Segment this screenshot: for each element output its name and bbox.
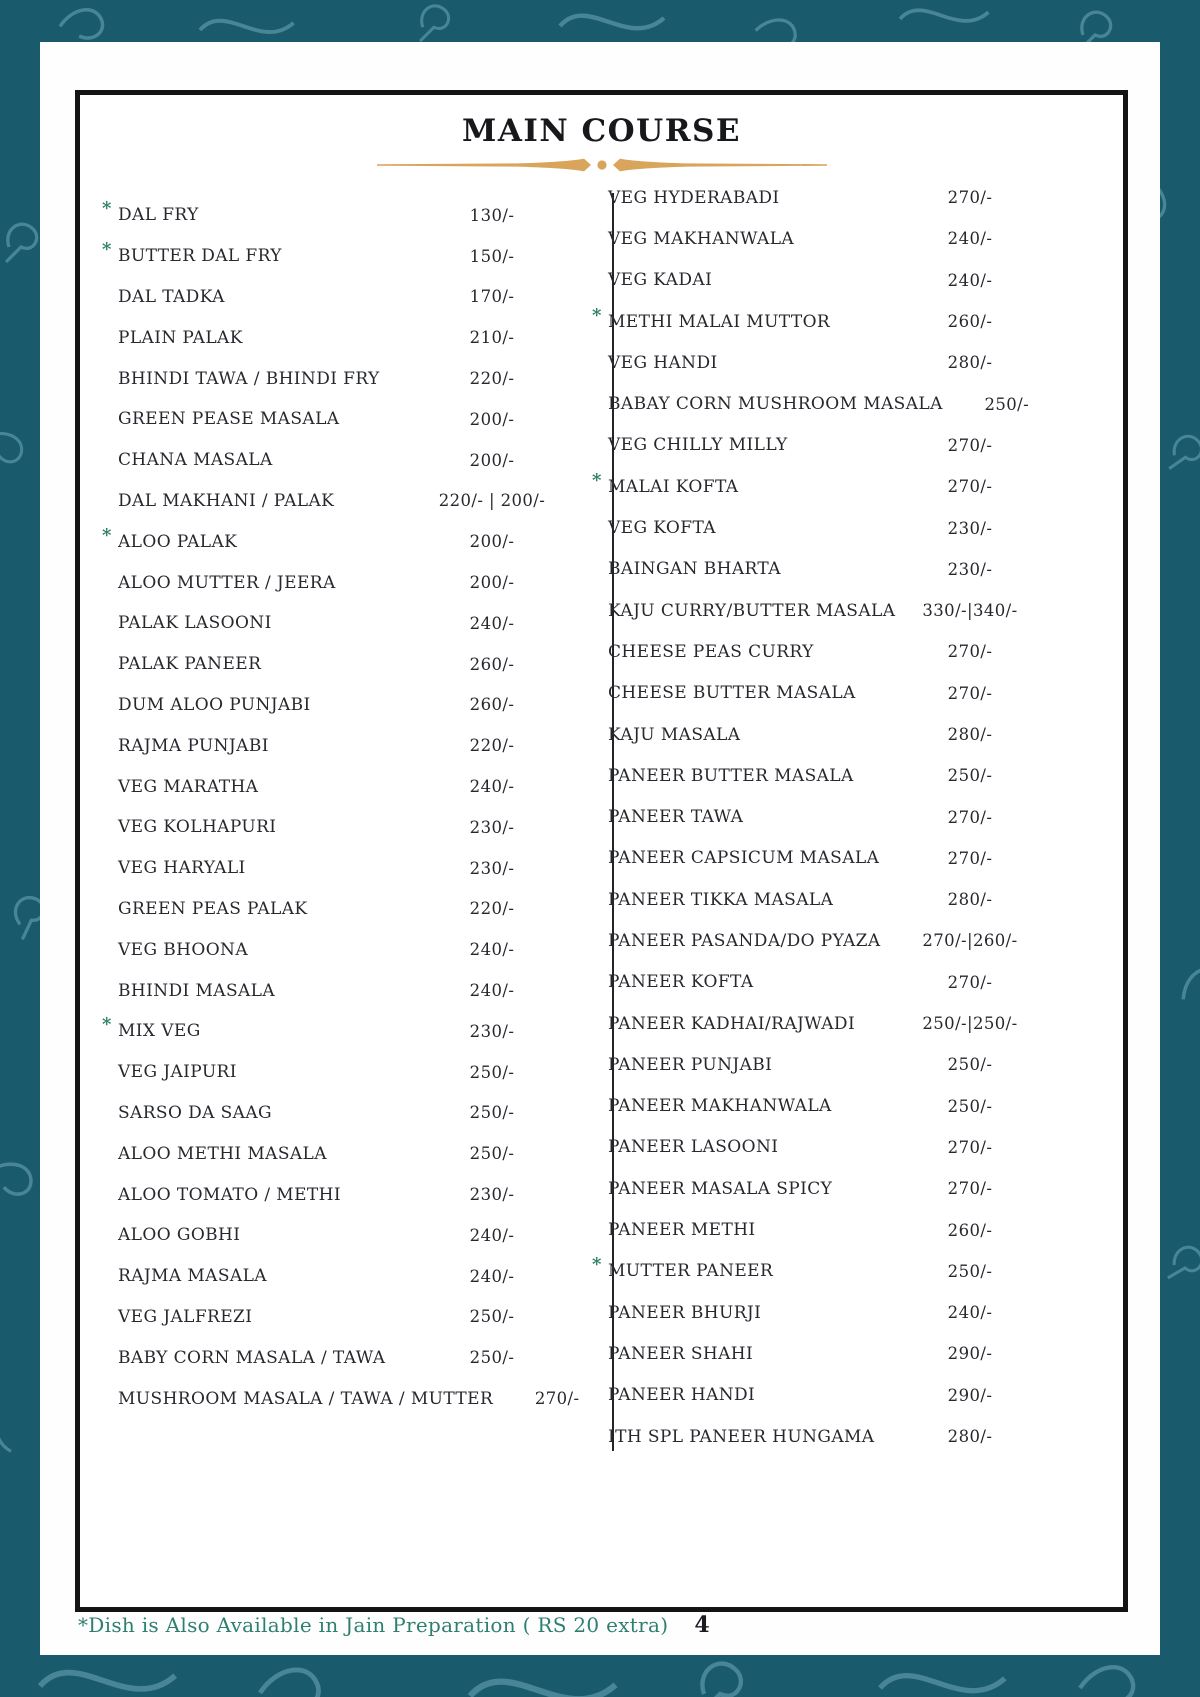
menu-item-row <box>594 1375 1034 1416</box>
dish-name: * METHI MALAI MUTTOR <box>592 304 831 332</box>
dish-name: PANEER TAWA <box>608 807 744 828</box>
dish-price: 270/- <box>947 972 993 992</box>
menu-item-row <box>104 685 556 726</box>
jain-star-icon: * <box>102 239 112 261</box>
dish-price: 240/- <box>469 613 515 633</box>
menu-item-row <box>594 1209 1034 1250</box>
dish-name: * ALOO PALAK <box>102 524 238 552</box>
dish-name: CHEESE BUTTER MASALA <box>608 683 856 704</box>
dish-name: CHEESE PEAS CURRY <box>608 641 814 662</box>
jain-footnote: *Dish is Also Available in Jain Preparation ( RS 20 extra) <box>78 1613 669 1637</box>
menu-item-row <box>104 399 556 440</box>
dish-price: 200/- <box>469 532 515 552</box>
dish-price: 250/- <box>947 1096 993 1116</box>
dish-name: VEG HARYALI <box>118 858 246 879</box>
dish-price: 280/- <box>947 1427 993 1447</box>
dish-price: 270/-|260/- <box>922 931 1018 951</box>
menu-item-row <box>104 725 556 766</box>
dish-name: KAJU MASALA <box>608 724 741 745</box>
dish-price: 240/- <box>469 777 515 797</box>
dish-price: 220/- <box>469 899 515 919</box>
dish-price: 250/- <box>469 1348 515 1368</box>
dish-name: KAJU CURRY/BUTTER MASALA <box>608 600 896 621</box>
dish-price: 270/- <box>534 1389 580 1408</box>
dish-name: RAJMA PUNJABI <box>118 735 269 756</box>
dish-price: 200/- <box>469 573 515 593</box>
menu-item-row <box>104 236 556 277</box>
dish-name: DAL TADKA <box>118 286 225 307</box>
dish-price: 150/- <box>469 246 515 266</box>
dish-price: 290/- <box>947 1344 993 1364</box>
dish-price: 250/- <box>469 1103 515 1123</box>
menu-item-row <box>594 631 1034 672</box>
dish-price: 200/- <box>469 450 515 470</box>
paper <box>40 42 1160 1655</box>
dish-name: ALOO MUTTER / JEERA <box>118 572 336 593</box>
dish-price: 220/- <box>469 369 515 389</box>
dish-price: 250/- <box>947 766 993 786</box>
dish-price: 210/- <box>469 328 515 348</box>
dish-name: VEG JAIPURI <box>118 1062 237 1083</box>
dish-name: VEG KOLHAPURI <box>118 817 277 838</box>
dish-name: PANEER CAPSICUM MASALA <box>608 848 880 869</box>
menu-item-row <box>104 1052 556 1093</box>
dish-name: VEG MARATHA <box>118 776 259 797</box>
menu-item-row <box>104 1093 556 1134</box>
menu-item-row <box>104 1297 556 1338</box>
dish-name: ALOO GOBHI <box>118 1225 241 1246</box>
menu-item-row <box>104 317 556 358</box>
dish-name: MUSHROOM MASALA / TAWA / MUTTER <box>118 1388 494 1409</box>
menu-item-row <box>104 807 556 848</box>
dish-price: 230/- <box>947 518 993 538</box>
dish-price: 270/- <box>947 477 993 497</box>
menu-item-row <box>104 929 556 970</box>
menu-item-row <box>594 342 1034 383</box>
dish-price: 260/- <box>469 654 515 674</box>
dish-price: 240/- <box>469 1225 515 1245</box>
menu-item-row <box>594 1003 1034 1044</box>
menu-item-row <box>594 301 1034 342</box>
dish-price: 230/- <box>947 559 993 579</box>
dish-name: BHINDI MASALA <box>118 980 276 1001</box>
dish-price: 240/- <box>947 229 993 249</box>
dish-name: PANEER KOFTA <box>608 972 754 993</box>
menu-item-row <box>104 1215 556 1256</box>
dish-price: 270/- <box>947 848 993 868</box>
menu-item-row <box>594 1168 1034 1209</box>
menu-item-row <box>594 879 1034 920</box>
menu-item-row <box>594 383 1034 424</box>
dish-price: 270/- <box>947 1179 993 1199</box>
dish-name: PALAK LASOONI <box>118 613 272 634</box>
dish-price: 280/- <box>947 890 993 910</box>
menu-item-row <box>594 962 1034 1003</box>
menu-item-row <box>594 507 1034 548</box>
jain-star-icon: * <box>102 198 112 220</box>
dish-name: PANEER BUTTER MASALA <box>608 765 854 786</box>
dish-price: 220/- <box>469 736 515 756</box>
menu-item-row <box>104 562 556 603</box>
menu-item-row <box>594 590 1034 631</box>
menu-item-row <box>104 1378 580 1419</box>
dish-price: 270/- <box>947 435 993 455</box>
dish-price: 270/- <box>947 807 993 827</box>
menu-item-row <box>594 549 1034 590</box>
dish-name: VEG HYDERABADI <box>608 187 780 208</box>
dish-name: * MUTTER PANEER <box>592 1254 774 1282</box>
dish-price: 240/- <box>469 1266 515 1286</box>
dish-price: 250/- <box>469 1307 515 1327</box>
dish-price: 270/- <box>947 642 993 662</box>
menu-item-row <box>104 970 556 1011</box>
dish-name: * BUTTER DAL FRY <box>102 239 282 267</box>
menu-item-row <box>594 466 1034 507</box>
jain-star-icon: * <box>592 1254 602 1276</box>
dish-name: ALOO METHI MASALA <box>118 1143 327 1164</box>
menu-item-row <box>104 848 556 889</box>
menu-item-row <box>104 1337 556 1378</box>
jain-star-icon: * <box>592 469 602 491</box>
dish-price: 250/- <box>984 394 1030 414</box>
dish-price: 250/- <box>947 1055 993 1075</box>
dish-name: PANEER METHI <box>608 1220 756 1241</box>
dish-price: 250/- <box>947 1261 993 1281</box>
dish-name: PANEER PUNJABI <box>608 1054 773 1075</box>
dish-price: 270/- <box>947 1137 993 1157</box>
dish-name: PANEER SHAHI <box>608 1343 754 1364</box>
dish-name: BHINDI TAWA / BHINDI FRY <box>118 368 380 389</box>
menu-item-row <box>104 766 556 807</box>
menu-item-row <box>594 260 1034 301</box>
dish-price: 170/- <box>469 287 515 307</box>
dish-price: 330/-|340/- <box>922 601 1018 621</box>
menu-item-row <box>594 1333 1034 1374</box>
dish-name: VEG HANDI <box>608 352 718 373</box>
menu-item-row <box>594 1251 1034 1292</box>
menu-column-left <box>102 195 580 1419</box>
dish-price: 250/- <box>469 1144 515 1164</box>
dish-name: PANEER LASOONI <box>608 1137 779 1158</box>
dish-price: 220/- | 200/- <box>438 491 546 511</box>
menu-item-row <box>104 277 556 318</box>
menu-item-row <box>594 920 1034 961</box>
dish-price: 240/- <box>469 981 515 1001</box>
menu-item-row <box>594 1044 1034 1085</box>
dish-price: 290/- <box>947 1385 993 1405</box>
menu-column-right <box>594 177 1034 1457</box>
dish-name: PANEER TIKKA MASALA <box>608 889 834 910</box>
dish-name: ITH SPL PANEER HUNGAMA <box>608 1426 875 1447</box>
dish-name: RAJMA MASALA <box>118 1266 267 1287</box>
dish-price: 240/- <box>469 940 515 960</box>
dish-name: PANEER BHURJI <box>608 1302 762 1323</box>
dish-price: 260/- <box>947 1220 993 1240</box>
menu-item-row <box>594 218 1034 259</box>
menu-item-row <box>594 838 1034 879</box>
dish-price: 280/- <box>947 353 993 373</box>
page-footer <box>78 1612 1078 1638</box>
dish-name: BABY CORN MASALA / TAWA <box>118 1347 386 1368</box>
dish-price: 230/- <box>469 817 515 837</box>
dish-name: * DAL FRY <box>102 198 199 226</box>
menu-item-row <box>594 1416 1034 1457</box>
menu-item-row <box>104 1174 556 1215</box>
dish-name: * MIX VEG <box>102 1014 201 1042</box>
menu-item-row <box>594 1086 1034 1127</box>
dish-name: PANEER KADHAI/RAJWADI <box>608 1013 856 1034</box>
menu-item-row <box>594 796 1034 837</box>
dish-name: PANEER HANDI <box>608 1385 756 1406</box>
menu-frame <box>75 90 1128 1612</box>
dish-name: PALAK PANEER <box>118 654 262 675</box>
menu-item-row <box>104 603 556 644</box>
dish-name: BAINGAN BHARTA <box>608 559 781 580</box>
dish-name: VEG CHILLY MILLY <box>608 435 788 456</box>
menu-item-row <box>104 195 556 236</box>
jain-star-icon: * <box>592 304 602 326</box>
dish-price: 130/- <box>469 205 515 225</box>
dish-name: VEG KADAI <box>608 270 713 291</box>
dish-name: PANEER MASALA SPICY <box>608 1178 833 1199</box>
dish-price: 240/- <box>947 270 993 290</box>
dish-price: 230/- <box>469 858 515 878</box>
menu-columns <box>80 95 1123 1607</box>
dish-price: 230/- <box>469 1185 515 1205</box>
dish-name: VEG MAKHANWALA <box>608 228 795 249</box>
page-title: MAIN COURSE <box>462 113 741 149</box>
menu-item-row <box>104 1011 556 1052</box>
dish-name: SARSO DA SAAG <box>118 1102 272 1123</box>
menu-item-row <box>594 1127 1034 1168</box>
menu-item-row <box>104 889 556 930</box>
menu-item-row <box>594 425 1034 466</box>
menu-item-row <box>594 673 1034 714</box>
dish-name: GREEN PEAS PALAK <box>118 898 308 919</box>
menu-item-row <box>104 521 556 562</box>
menu-item-row <box>594 755 1034 796</box>
dish-name: DAL MAKHANI / PALAK <box>118 490 335 511</box>
dish-price: 250/-|250/- <box>922 1014 1018 1034</box>
menu-item-row <box>594 177 1034 218</box>
dish-name: GREEN PEASE MASALA <box>118 409 340 430</box>
dish-name: CHANA MASALA <box>118 450 273 471</box>
dish-name: VEG KOFTA <box>608 518 716 539</box>
menu-item-row <box>104 358 556 399</box>
page-number: 4 <box>694 1612 710 1638</box>
dish-price: 230/- <box>469 1021 515 1041</box>
menu-item-row <box>104 644 556 685</box>
menu-item-row <box>104 1256 556 1297</box>
dish-price: 280/- <box>947 725 993 744</box>
dish-price: 250/- <box>469 1062 515 1082</box>
dish-price: 260/- <box>469 695 515 715</box>
dish-name: VEG BHOONA <box>118 939 249 960</box>
dish-price: 200/- <box>469 409 515 429</box>
menu-item-row <box>594 714 1034 755</box>
dish-price: 270/- <box>947 683 993 703</box>
menu-item-row <box>104 481 556 522</box>
dish-name: ALOO TOMATO / METHI <box>118 1184 341 1205</box>
menu-item-row <box>104 1133 556 1174</box>
dish-name: DUM ALOO PUNJABI <box>118 694 311 715</box>
dish-name: PANEER MAKHANWALA <box>608 1096 832 1117</box>
dish-name: PANEER PASANDA/DO PYAZA <box>608 930 881 951</box>
dish-price: 260/- <box>947 312 993 332</box>
dish-name: VEG JALFREZI <box>118 1306 253 1327</box>
jain-star-icon: * <box>102 1014 112 1036</box>
dish-name: BABAY CORN MUSHROOM MASALA <box>608 394 943 415</box>
jain-star-icon: * <box>102 524 112 546</box>
menu-item-row <box>104 440 556 481</box>
dish-name: * MALAI KOFTA <box>592 469 739 497</box>
dish-name: PLAIN PALAK <box>118 327 243 348</box>
menu-item-row <box>594 1292 1034 1333</box>
dish-price: 240/- <box>947 1303 993 1323</box>
dish-price: 270/- <box>947 188 993 208</box>
